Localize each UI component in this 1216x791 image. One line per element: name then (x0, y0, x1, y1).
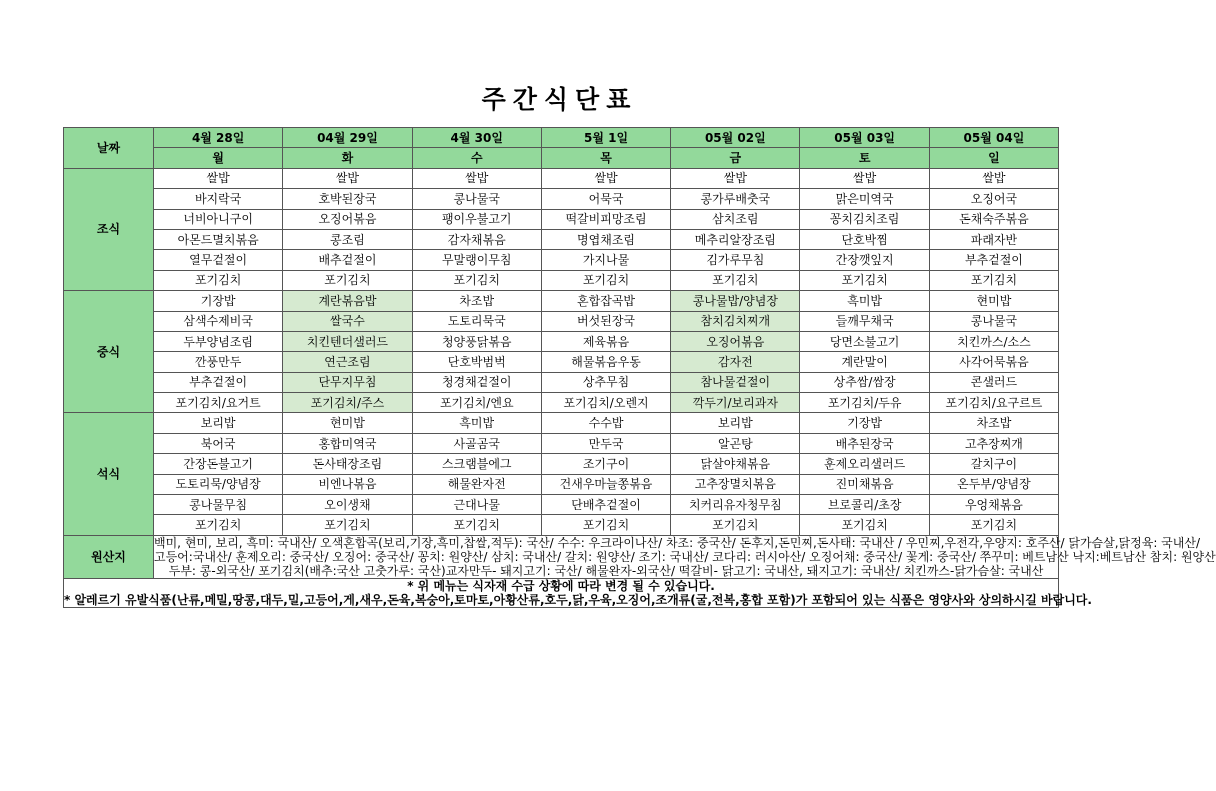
menu-cell: 포기김치 (283, 515, 412, 535)
menu-cell: 포기김치 (541, 515, 670, 535)
menu-cell: 오징어볶음 (283, 209, 412, 229)
weekly-menu-table (63, 127, 1216, 608)
menu-cell: 포기김치 (800, 515, 929, 535)
origin-label: 원산지 (64, 535, 154, 578)
menu-cell: 감자채볶음 (412, 229, 541, 249)
menu-cell: 기장밥 (154, 291, 283, 311)
menu-cell: 흑미밥 (800, 291, 929, 311)
menu-cell: 깍두기/보리과자 (671, 393, 800, 413)
page-title: 주간식단표 (481, 85, 638, 114)
origin-line: 백미, 현미, 보리, 흑미: 국내산/ 오색혼합곡(보리,기장,흑미,찹쌀,적두): 국산/ 수수: 우크라이나산/ 차조: 중국산/ 돈후지,돈민찌,돈사태: 국내산 / 우민찌,우전각,우양지: 호주산/ 닭가슴살,닭정육: 국내산/ (154, 535, 1200, 550)
menu-cell: 팽이우불고기 (412, 209, 541, 229)
menu-cell: 아몬드멸치볶음 (154, 229, 283, 249)
menu-cell: 갈치구이 (929, 454, 1058, 474)
menu-cell: 김가루무침 (671, 250, 800, 270)
menu-cell: 온두부/양념장 (929, 474, 1058, 494)
menu-cell: 비엔나볶음 (283, 474, 412, 494)
menu-row (64, 189, 1059, 209)
menu-cell: 쌀밥 (154, 168, 283, 188)
menu-cell: 진미채볶음 (800, 474, 929, 494)
menu-cell: 삼색수제비국 (154, 311, 283, 331)
menu-cell: 파래자반 (929, 229, 1058, 249)
menu-cell: 포기김치 (929, 270, 1058, 290)
origin-text (154, 535, 1216, 578)
menu-cell: 어묵국 (541, 189, 670, 209)
menu-row (64, 372, 1059, 392)
date-cell: 5월 1일 (541, 128, 670, 148)
date-row (64, 128, 1059, 148)
menu-cell: 돈사태장조림 (283, 454, 412, 474)
weekday-cell: 수 (412, 148, 541, 168)
date-cell: 04월 29일 (283, 128, 412, 148)
menu-cell: 포기김치 (412, 270, 541, 290)
menu-cell: 들깨무채국 (800, 311, 929, 331)
meal-label: 중식 (64, 291, 154, 413)
menu-cell: 사각어묵볶음 (929, 352, 1058, 372)
menu-cell: 수수밥 (541, 413, 670, 433)
menu-cell: 포기김치/두유 (800, 393, 929, 413)
menu-cell: 바지락국 (154, 189, 283, 209)
meal-label: 석식 (64, 413, 154, 535)
menu-cell: 치커리유자청무침 (671, 495, 800, 515)
menu-cell: 흑미밥 (412, 413, 541, 433)
menu-row (64, 311, 1059, 331)
menu-cell: 건새우마늘쫑볶음 (541, 474, 670, 494)
menu-cell: 포기김치/주스 (283, 393, 412, 413)
origin-row (64, 535, 1059, 578)
origin-line: 고등어:국내산/ 훈제오리: 중국산/ 오징어: 중국산/ 꽁치: 원양산/ 삼치: 국내산/ 갈치: 원양산/ 조기: 국내산/ 코다리: 러시아산/ 오징어채: 중국산/ 꽃게: 중국산/ 쭈꾸미: 베트남산 낙지:베트남산 참치: 원양산 (154, 549, 1216, 564)
menu-cell: 간장돈불고기 (154, 454, 283, 474)
menu-cell: 단배추겉절이 (541, 495, 670, 515)
menu-cell: 사골곰국 (412, 433, 541, 453)
menu-row (64, 250, 1059, 270)
menu-cell: 호박된장국 (283, 189, 412, 209)
menu-cell: 청양풍닭볶음 (412, 331, 541, 351)
menu-cell: 두부양념조림 (154, 331, 283, 351)
menu-row (64, 168, 1059, 188)
menu-cell: 상추쌈/쌈장 (800, 372, 929, 392)
menu-cell: 꽁치김치조림 (800, 209, 929, 229)
menu-cell: 해물볶음우동 (541, 352, 670, 372)
menu-cell: 홍합미역국 (283, 433, 412, 453)
menu-cell: 콩조림 (283, 229, 412, 249)
menu-cell: 쌀국수 (283, 311, 412, 331)
menu-cell: 감자전 (671, 352, 800, 372)
menu-cell: 현미밥 (929, 291, 1058, 311)
menu-row (64, 291, 1059, 311)
weekday-cell: 토 (800, 148, 929, 168)
menu-cell: 간장깻잎지 (800, 250, 929, 270)
menu-cell: 포기김치 (283, 270, 412, 290)
menu-cell: 가지나물 (541, 250, 670, 270)
menu-row (64, 515, 1059, 535)
menu-row (64, 209, 1059, 229)
weekday-cell: 금 (671, 148, 800, 168)
menu-cell: 배추된장국 (800, 433, 929, 453)
menu-row (64, 393, 1059, 413)
weekday-row (64, 148, 1059, 168)
menu-cell: 부추겉절이 (929, 250, 1058, 270)
menu-cell: 쌀밥 (412, 168, 541, 188)
date-cell: 05월 04일 (929, 128, 1058, 148)
menu-cell: 깐풍만두 (154, 352, 283, 372)
menu-cell: 차조밥 (929, 413, 1058, 433)
weekday-cell: 월 (154, 148, 283, 168)
menu-cell: 포기김치 (671, 515, 800, 535)
menu-cell: 혼합잡곡밥 (541, 291, 670, 311)
menu-row (64, 413, 1059, 433)
menu-cell: 알곤탕 (671, 433, 800, 453)
menu-cell: 해물완자전 (412, 474, 541, 494)
menu-cell: 참치김치찌개 (671, 311, 800, 331)
menu-cell: 치킨텐더샐러드 (283, 331, 412, 351)
menu-cell: 콩나물무침 (154, 495, 283, 515)
menu-cell: 연근조림 (283, 352, 412, 372)
menu-cell: 오징어볶음 (671, 331, 800, 351)
menu-cell: 근대나물 (412, 495, 541, 515)
menu-cell: 단호박찜 (800, 229, 929, 249)
menu-cell: 떡갈비피망조림 (541, 209, 670, 229)
menu-cell: 브로콜리/초장 (800, 495, 929, 515)
menu-cell: 오징어국 (929, 189, 1058, 209)
menu-cell: 콩나물국 (929, 311, 1058, 331)
menu-cell: 포기김치 (541, 270, 670, 290)
menu-cell: 청경채겉절이 (412, 372, 541, 392)
date-cell: 4월 28일 (154, 128, 283, 148)
menu-cell: 포기김치 (800, 270, 929, 290)
menu-cell: 보리밥 (671, 413, 800, 433)
menu-cell: 콘샐러드 (929, 372, 1058, 392)
note-change-notice: * 위 메뉴는 식자재 수급 상황에 따라 변경 될 수 있습니다. (407, 578, 715, 593)
menu-row (64, 270, 1059, 290)
menu-cell: 돈채숙주볶음 (929, 209, 1058, 229)
menu-cell: 맑은미역국 (800, 189, 929, 209)
menu-cell: 쌀밥 (541, 168, 670, 188)
date-cell: 05월 02일 (671, 128, 800, 148)
menu-cell: 삼치조림 (671, 209, 800, 229)
menu-cell: 훈제오리샐러드 (800, 454, 929, 474)
menu-cell: 배추겉절이 (283, 250, 412, 270)
menu-cell: 고추장찌개 (929, 433, 1058, 453)
menu-row (64, 495, 1059, 515)
menu-cell: 제육볶음 (541, 331, 670, 351)
menu-cell: 계란말이 (800, 352, 929, 372)
menu-cell: 포기김치 (154, 270, 283, 290)
menu-cell: 쌀밥 (671, 168, 800, 188)
menu-cell: 북어국 (154, 433, 283, 453)
menu-row (64, 474, 1059, 494)
menu-cell: 당면소불고기 (800, 331, 929, 351)
menu-cell: 포기김치/요구르트 (929, 393, 1058, 413)
menu-cell: 메추리알장조림 (671, 229, 800, 249)
weekday-cell: 목 (541, 148, 670, 168)
menu-cell: 포기김치 (671, 270, 800, 290)
menu-row (64, 433, 1059, 453)
meal-label: 조식 (64, 168, 154, 290)
menu-cell: 스크램블에그 (412, 454, 541, 474)
menu-cell: 포기김치 (929, 515, 1058, 535)
menu-cell: 만두국 (541, 433, 670, 453)
weekday-cell: 일 (929, 148, 1058, 168)
notes-row (64, 578, 1059, 607)
menu-cell: 버섯된장국 (541, 311, 670, 331)
origin-line: 두부: 콩-외국산/ 포기김치(배추:국산 고춧가루: 국산)교자만두- 돼지고기: 국산/ 해물완자-외국산/ 떡갈비- 닭고기: 국내산, 돼지고기: 국내산/ 치킨까스-닭가슴살: 국내산 (168, 563, 1044, 578)
date-cell: 4월 30일 (412, 128, 541, 148)
weekday-cell: 화 (283, 148, 412, 168)
notes-text (64, 578, 1092, 607)
menu-cell: 현미밥 (283, 413, 412, 433)
menu-cell: 무말랭이무침 (412, 250, 541, 270)
menu-cell: 부추겉절이 (154, 372, 283, 392)
menu-row (64, 229, 1059, 249)
menu-cell: 쌀밥 (800, 168, 929, 188)
menu-cell: 포기김치/오렌지 (541, 393, 670, 413)
menu-cell: 계란볶음밥 (283, 291, 412, 311)
menu-cell: 쌀밥 (929, 168, 1058, 188)
menu-cell: 단무지무침 (283, 372, 412, 392)
menu-cell: 차조밥 (412, 291, 541, 311)
menu-cell: 참나물겉절이 (671, 372, 800, 392)
menu-cell: 콩나물밥/양념장 (671, 291, 800, 311)
menu-cell: 상추무침 (541, 372, 670, 392)
menu-cell: 고추장멸치볶음 (671, 474, 800, 494)
menu-cell: 포기김치/엔요 (412, 393, 541, 413)
menu-row (64, 331, 1059, 351)
menu-row (64, 454, 1059, 474)
menu-cell: 기장밥 (800, 413, 929, 433)
menu-cell: 너비아니구이 (154, 209, 283, 229)
note-allergy-notice: * 알레르기 유발식품(난류,메밀,땅콩,대두,밀,고등어,게,새우,돈육,복숭아,토마토,아황산류,호두,닭,우육,오징어,조개류(굴,전복,홍합 포함)가 포함되어 있는 식품은 영양사와 상의하시길 바랍니다. (64, 592, 1092, 607)
menu-cell: 포기김치/요거트 (154, 393, 283, 413)
menu-cell: 포기김치 (412, 515, 541, 535)
menu-cell: 오이생채 (283, 495, 412, 515)
date-label: 날짜 (64, 128, 154, 169)
menu-cell: 치킨까스/소스 (929, 331, 1058, 351)
menu-cell: 콩가루배춧국 (671, 189, 800, 209)
menu-cell: 닭살야채볶음 (671, 454, 800, 474)
menu-cell: 단호박범벅 (412, 352, 541, 372)
menu-cell: 도토리묵국 (412, 311, 541, 331)
menu-cell: 명엽채조림 (541, 229, 670, 249)
menu-cell: 조기구이 (541, 454, 670, 474)
menu-cell: 포기김치 (154, 515, 283, 535)
menu-cell: 쌀밥 (283, 168, 412, 188)
menu-cell: 열무겉절이 (154, 250, 283, 270)
menu-cell: 보리밥 (154, 413, 283, 433)
menu-row (64, 352, 1059, 372)
menu-cell: 우엉채볶음 (929, 495, 1058, 515)
date-cell: 05월 03일 (800, 128, 929, 148)
menu-cell: 콩나물국 (412, 189, 541, 209)
menu-cell: 도토리묵/양념장 (154, 474, 283, 494)
